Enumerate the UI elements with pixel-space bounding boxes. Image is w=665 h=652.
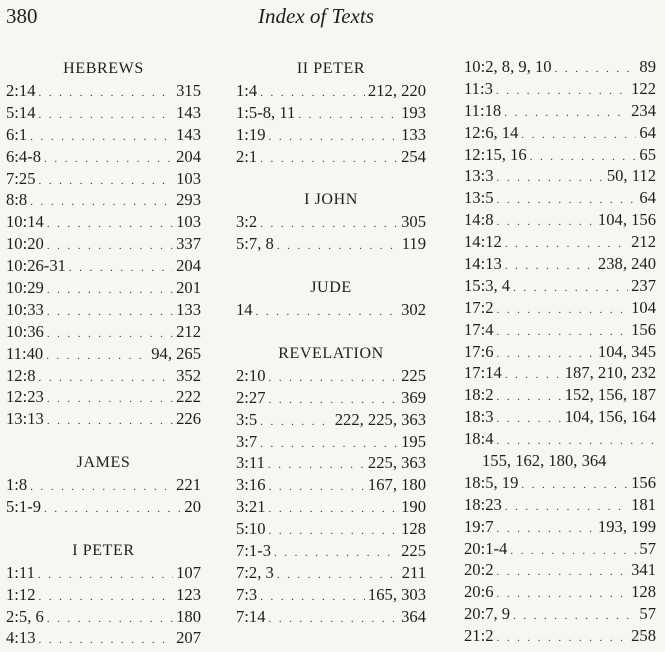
verse-reference: 10:36 — [6, 321, 44, 341]
page-references: 133 — [401, 124, 426, 144]
page-references: 104, 156, 164 — [564, 407, 656, 427]
section-gap — [236, 321, 426, 343]
index-entry — [236, 496, 426, 518]
index-entry — [6, 189, 201, 211]
verse-reference: 13:13 — [6, 409, 44, 429]
verse-reference: 10:33 — [6, 299, 44, 319]
dot-leader — [510, 541, 636, 563]
dot-leader — [39, 83, 174, 105]
verse-reference: 20:6 — [464, 582, 494, 602]
page-references: 204 — [176, 256, 201, 276]
verse-reference: 18:3 — [464, 407, 494, 427]
verse-reference: 18:2 — [464, 385, 494, 405]
verse-reference: 2:14 — [6, 81, 36, 100]
dot-leader — [44, 499, 181, 521]
section-gap — [6, 430, 201, 452]
dot-leader — [269, 521, 399, 543]
dot-leader — [69, 258, 173, 280]
index-entry — [236, 211, 426, 233]
dot-leader — [260, 587, 365, 609]
verse-reference: 12:8 — [6, 365, 36, 385]
page-header — [0, 4, 665, 34]
page-references: 222, 225, 363 — [334, 409, 426, 429]
page-references: 226 — [176, 409, 201, 429]
verse-reference: 1:11 — [6, 562, 35, 582]
dot-leader — [497, 584, 629, 606]
verse-reference: 20:1-4 — [464, 538, 508, 558]
dot-leader — [521, 125, 636, 147]
index-column-3 — [464, 56, 656, 647]
page-references: 143 — [176, 102, 201, 122]
page-references: 104, 345 — [597, 341, 656, 361]
index-entry — [6, 496, 201, 518]
dot-leader — [504, 103, 628, 125]
page-references: 193, 199 — [597, 516, 656, 536]
dot-leader — [513, 278, 628, 300]
verse-reference: 13:3 — [464, 166, 494, 186]
page-references: 65 — [639, 144, 656, 164]
verse-reference: 17:4 — [464, 319, 494, 339]
verse-reference: 7:3 — [236, 584, 258, 604]
index-entry — [6, 562, 201, 584]
index-entry — [6, 211, 201, 233]
verse-reference: 10:2, 8, 9, 10 — [464, 57, 552, 76]
page-references: 254 — [401, 146, 426, 166]
dot-leader — [497, 628, 629, 650]
verse-reference: 3:11 — [236, 453, 265, 473]
verse-reference: 21:2 — [464, 626, 494, 646]
dot-leader — [269, 609, 399, 631]
dot-leader — [47, 411, 173, 433]
dot-leader — [47, 214, 173, 236]
verse-reference: 3:21 — [236, 497, 266, 517]
dot-leader — [39, 368, 174, 390]
verse-reference: 20:7, 9 — [464, 604, 511, 624]
index-column-1 — [6, 58, 201, 649]
page-references: 143 — [176, 124, 201, 144]
verse-reference: 18:4 — [464, 429, 494, 449]
verse-reference: 20:2 — [464, 560, 494, 580]
page-references: 104, 156 — [597, 210, 656, 230]
page-references: 207 — [176, 628, 201, 648]
verse-reference: 2:1 — [236, 146, 258, 166]
index-entry — [236, 409, 426, 431]
verse-reference: 7:25 — [6, 168, 36, 188]
verse-reference: 6:4-8 — [6, 146, 42, 166]
verse-reference: 17:2 — [464, 297, 494, 317]
dot-leader — [555, 59, 637, 81]
verse-reference: 14 — [236, 300, 253, 320]
page-references: 212 — [176, 321, 201, 341]
page-references: 107 — [176, 562, 201, 582]
dot-leader — [269, 477, 365, 499]
dot-leader — [269, 368, 399, 390]
dot-leader — [30, 192, 173, 214]
index-entry — [6, 386, 201, 408]
verse-reference: 8:8 — [6, 190, 28, 210]
page-references: 167, 180 — [367, 475, 426, 495]
page-references: 181 — [631, 494, 656, 514]
dot-leader — [268, 455, 365, 477]
index-entry — [236, 365, 426, 387]
dot-leader — [298, 105, 398, 127]
page-references: 156 — [631, 319, 656, 339]
index-entry — [464, 56, 656, 78]
book-heading: JUDE — [310, 279, 352, 297]
index-entry — [6, 80, 201, 102]
page-references: 133 — [176, 299, 201, 319]
page-references: 195 — [401, 431, 426, 451]
page-references: 212 — [631, 232, 656, 252]
page-references: 180 — [176, 606, 201, 626]
page-references: 212, 220 — [367, 81, 426, 100]
index-entry — [236, 387, 426, 409]
verse-reference: 18:23 — [464, 494, 502, 514]
index-entry — [464, 450, 656, 472]
verse-reference: 14:8 — [464, 210, 494, 230]
page-references: 50, 112 — [606, 166, 656, 186]
page-references: 128 — [401, 519, 426, 539]
dot-leader — [497, 562, 629, 584]
index-entry — [464, 559, 656, 581]
index-entry — [464, 122, 656, 144]
index-entry — [6, 233, 201, 255]
index-entry — [464, 516, 656, 538]
dot-leader — [505, 256, 595, 278]
verse-reference: 1:19 — [236, 124, 266, 144]
dot-leader — [269, 499, 399, 521]
index-entry — [464, 231, 656, 253]
index-entry — [464, 603, 656, 625]
index-entry — [6, 474, 201, 496]
index-entry — [236, 474, 426, 496]
page-references: 94, 265 — [151, 343, 201, 363]
page-references: 103 — [176, 168, 201, 188]
index-entry — [236, 606, 426, 628]
verse-reference: 10:26-31 — [6, 256, 66, 276]
verse-reference: 7:14 — [236, 606, 266, 626]
verse-reference: 17:14 — [464, 363, 502, 383]
index-entry — [6, 408, 201, 430]
page-references: 237 — [631, 275, 656, 295]
index-entry — [236, 233, 426, 255]
dot-leader — [47, 280, 173, 302]
index-entry — [236, 124, 426, 146]
dot-leader — [521, 475, 628, 497]
index-entry — [464, 209, 656, 231]
page-references: 337 — [176, 234, 201, 254]
book-heading: REVELATION — [278, 344, 384, 362]
verse-reference: 5:7, 8 — [236, 234, 274, 254]
dot-leader — [496, 81, 628, 103]
index-entry — [464, 144, 656, 166]
page-references: 187, 210, 232 — [564, 363, 656, 383]
dot-leader — [497, 168, 604, 190]
verse-reference: 18:5, 19 — [464, 472, 519, 492]
verse-reference: 2:27 — [236, 387, 266, 407]
index-entry — [464, 406, 656, 428]
dot-leader — [46, 346, 148, 368]
page-references: 156 — [631, 472, 656, 492]
dot-leader — [38, 565, 173, 587]
book-heading: II PETER — [296, 60, 366, 77]
dot-leader — [47, 389, 173, 411]
index-entry — [6, 365, 201, 387]
page-references: 64 — [639, 188, 656, 208]
page-references: 89 — [639, 57, 656, 76]
page-references: 258 — [631, 626, 656, 646]
dot-leader — [30, 127, 173, 149]
verse-reference: 5:10 — [236, 519, 266, 539]
verse-reference: 17:6 — [464, 341, 494, 361]
index-entry — [6, 343, 201, 365]
index-entry — [236, 102, 426, 124]
index-entry — [464, 428, 656, 450]
dot-leader — [497, 519, 595, 541]
index-entry — [6, 299, 201, 321]
page-references: 293 — [176, 190, 201, 210]
dot-leader — [256, 302, 399, 324]
page-references: 193 — [401, 102, 426, 122]
page-references: 103 — [176, 212, 201, 232]
verse-reference: 5:14 — [6, 102, 36, 122]
index-entry — [464, 472, 656, 494]
page-references: 302 — [401, 300, 426, 320]
dot-leader — [269, 127, 399, 149]
verse-reference: 1:8 — [6, 475, 28, 495]
index-entry — [464, 581, 656, 603]
verse-reference: 10:29 — [6, 278, 44, 298]
book-heading: I PETER — [72, 541, 135, 559]
book-heading: I JOHN — [304, 191, 358, 209]
verse-reference: 13:5 — [464, 188, 494, 208]
dot-leader — [39, 587, 174, 609]
dot-leader — [30, 477, 173, 499]
verse-reference: 6:1 — [6, 124, 28, 144]
page-references: 352 — [176, 365, 201, 385]
page-references: 57 — [639, 538, 656, 558]
index-entry — [464, 275, 656, 297]
dot-leader — [497, 300, 629, 322]
dot-leader — [513, 606, 636, 628]
page-references: 128 — [631, 582, 656, 602]
verse-reference: 3:2 — [236, 212, 258, 232]
page-references: 305 — [401, 212, 426, 232]
index-entry — [236, 299, 426, 321]
dot-leader — [39, 630, 174, 652]
dot-leader — [47, 609, 173, 631]
page-references: 222 — [176, 387, 201, 407]
verse-reference: 1:4 — [236, 81, 258, 100]
page-references: 57 — [639, 604, 656, 624]
book-heading: HEBREWS — [63, 60, 144, 77]
dot-leader — [274, 543, 398, 565]
verse-reference: 3:5 — [236, 409, 258, 429]
index-entry — [464, 165, 656, 187]
page-references: 225 — [401, 365, 426, 385]
page-references: 364 — [401, 606, 426, 626]
verse-reference: 12:6, 14 — [464, 122, 519, 142]
verse-reference: 19:7 — [464, 516, 494, 536]
dot-leader — [505, 365, 562, 387]
index-entry — [6, 606, 201, 628]
index-entry — [464, 78, 656, 100]
index-entry — [464, 253, 656, 275]
page-references: 64 — [639, 122, 656, 142]
dot-leader — [44, 149, 173, 171]
index-entry — [236, 452, 426, 474]
page-references: 369 — [401, 387, 426, 407]
index-entry — [6, 321, 201, 343]
index-entry — [464, 100, 656, 122]
dot-leader — [39, 171, 174, 193]
page-references: 119 — [401, 234, 426, 254]
page-references: 20 — [184, 497, 201, 517]
verse-reference: 14:13 — [464, 254, 502, 274]
index-entry — [464, 625, 656, 647]
dot-leader — [47, 302, 173, 324]
verse-reference: 1:5-8, 11 — [236, 102, 296, 122]
section-gap — [236, 255, 426, 277]
index-entry — [464, 319, 656, 341]
verse-reference: 2:10 — [236, 365, 266, 385]
index-entry — [6, 124, 201, 146]
index-entry — [464, 494, 656, 516]
dot-leader — [260, 412, 332, 434]
index-entry — [6, 102, 201, 124]
verse-reference: 14:12 — [464, 232, 502, 252]
page-references: 221 — [176, 475, 201, 495]
verse-reference: 10:20 — [6, 234, 44, 254]
index-entry — [6, 146, 201, 168]
verse-reference: 2:5, 6 — [6, 606, 44, 626]
book-heading: JAMES — [76, 454, 131, 472]
index-entry — [464, 297, 656, 319]
index-entry — [464, 384, 656, 406]
index-column-2 — [236, 58, 426, 628]
page-number: 380 — [6, 4, 38, 28]
verse-reference: 3:7 — [236, 431, 258, 451]
section-gap — [236, 168, 426, 190]
dot-leader — [277, 236, 399, 258]
verse-reference: 11:18 — [464, 100, 502, 120]
verse-reference: 4:13 — [6, 628, 36, 648]
page-references: 122 — [631, 78, 656, 98]
page-references: 211 — [401, 562, 426, 582]
verse-reference: 12:23 — [6, 387, 44, 407]
dot-leader — [39, 105, 174, 127]
verse-reference: 7:1-3 — [236, 541, 272, 561]
page-references: 155, 162, 180, 364 — [482, 451, 607, 471]
dot-leader — [260, 214, 398, 236]
index-entry — [236, 431, 426, 453]
dot-leader — [497, 409, 562, 431]
page-references: 341 — [631, 560, 656, 580]
page-references: 104 — [631, 297, 656, 317]
verse-reference: 7:2, 3 — [236, 562, 274, 582]
index-entry — [464, 187, 656, 209]
page-references: 204 — [176, 146, 201, 166]
dot-leader — [497, 387, 562, 409]
index-entry — [464, 538, 656, 560]
index-entry — [236, 562, 426, 584]
page-references: 152, 156, 187 — [564, 385, 656, 405]
index-entry — [236, 518, 426, 540]
page-references: 315 — [176, 81, 201, 100]
index-entry — [6, 584, 201, 606]
page-references: 165, 303 — [367, 584, 426, 604]
page-references: 225, 363 — [367, 453, 426, 473]
running-title: Index of Texts — [258, 4, 374, 28]
verse-reference: 3:16 — [236, 475, 266, 495]
index-entry — [236, 584, 426, 606]
page-references: 201 — [176, 278, 201, 298]
index-entry — [236, 80, 426, 102]
index-entry — [6, 168, 201, 190]
verse-reference: 11:40 — [6, 343, 44, 363]
index-entry — [6, 277, 201, 299]
page-references: 190 — [401, 497, 426, 517]
index-entry — [464, 341, 656, 363]
verse-reference: 12:15, 16 — [464, 144, 527, 164]
page-references: 238, 240 — [597, 254, 656, 274]
verse-reference: 1:12 — [6, 584, 36, 604]
index-entry — [236, 146, 426, 168]
dot-leader — [497, 212, 595, 234]
index-entry — [464, 362, 656, 384]
index-entry — [236, 540, 426, 562]
section-gap — [6, 518, 201, 540]
page-references: 225 — [401, 541, 426, 561]
verse-reference: 15:3, 4 — [464, 275, 511, 295]
verse-reference: 11:3 — [464, 78, 493, 98]
index-entry — [6, 627, 201, 649]
verse-reference: 10:14 — [6, 212, 44, 232]
index-entry — [6, 255, 201, 277]
dot-leader — [260, 149, 398, 171]
page-references: 123 — [176, 584, 201, 604]
page-references: 234 — [631, 100, 656, 120]
verse-reference: 5:1-9 — [6, 497, 42, 517]
